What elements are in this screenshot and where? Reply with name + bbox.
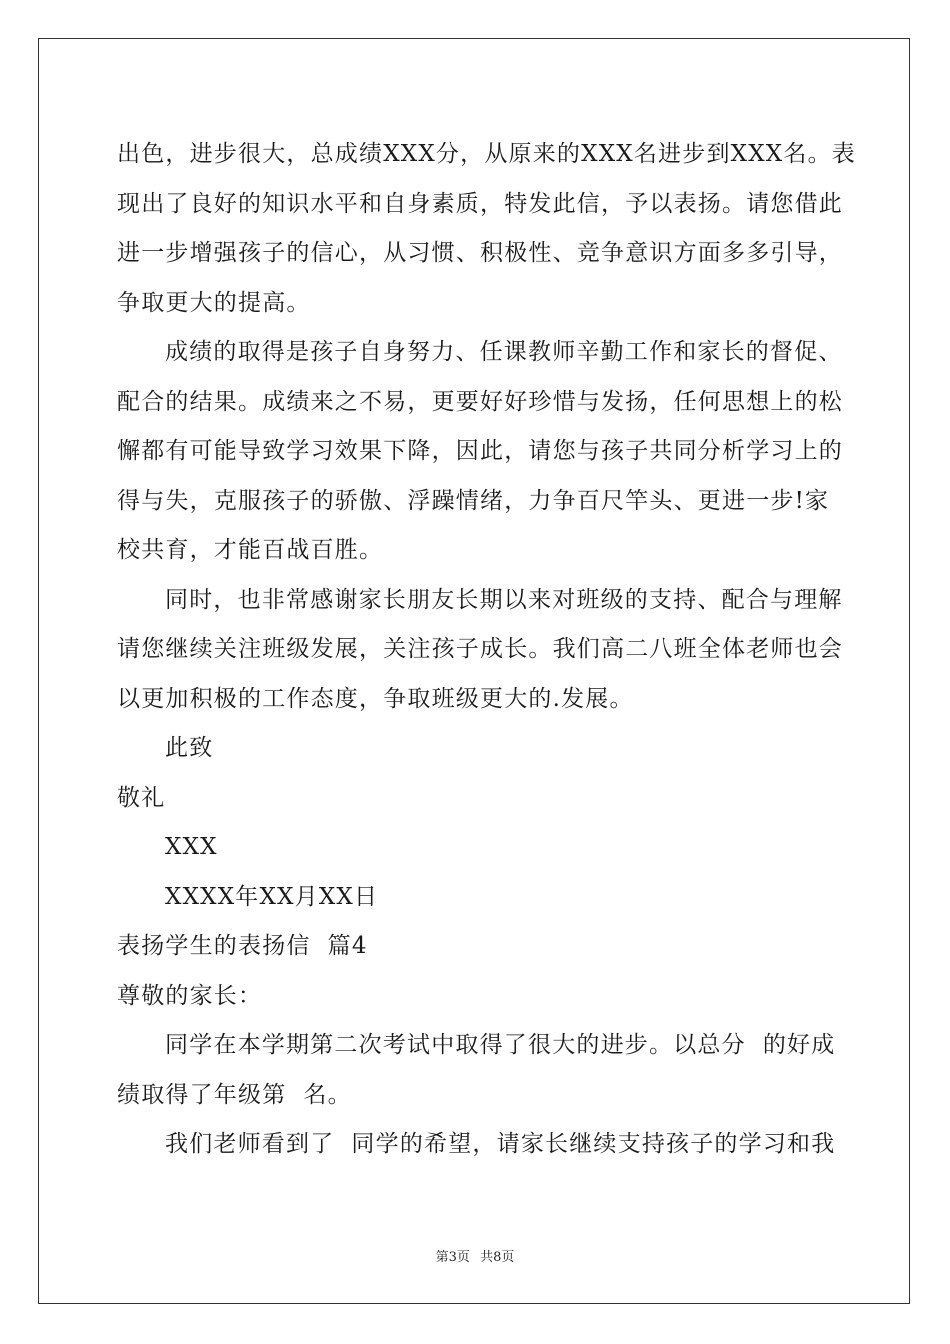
page-footer (0, 1246, 950, 1265)
text-line: 现出了良好的知识水平和自身素质，特发此信，予以表扬。请您借此 (117, 190, 843, 217)
text-line: 绩取得了年级第 名。 (117, 1081, 352, 1108)
text-line: 表扬学生的表扬信 篇4 (117, 933, 368, 959)
text-line: 成绩的取得是孩子自身努力、任课教师辛勤工作和家长的督促、 (165, 339, 843, 365)
total-pages: 共8页 (480, 1250, 515, 1265)
text-line: 校共育，才能百战百胜。 (117, 537, 384, 563)
text-line: 敬礼 (117, 784, 166, 811)
text-line: XXX (165, 834, 218, 860)
text-line: 尊敬的家长： (117, 982, 263, 1009)
text-line: XXXX年XX月XX日 (165, 883, 379, 910)
text-line: 配合的结果。成绩来之不易，更要好好珍惜与发扬，任何思想上的松 (117, 388, 843, 415)
text-line: 同学在本学期第二次考试中取得了很大的进步。以总分 的好成 (165, 1032, 836, 1058)
text-line: 我们老师看到了 同学的希望，请家长继续支持孩子的学习和我 (165, 1131, 836, 1157)
text-line: 进一步增强孩子的信心，从习惯、积极性、竞争意识方面多多引导， (117, 240, 843, 266)
text-line: 懈都有可能导致学习效果下降，因此，请您与孩子共同分析学习上的 (117, 438, 843, 464)
text-line: 以更加积极的工作态度，争取班级更大的.发展。 (117, 685, 634, 712)
document-body (117, 130, 856, 1170)
text-line: 请您继续关注班级发展，关注孩子成长。我们高二八班全体老师也会 (117, 636, 843, 662)
text-line: 争取更大的提高。 (117, 289, 311, 316)
text-line: 同时，也非常感谢家长朋友长期以来对班级的支持、配合与理解 (165, 586, 843, 613)
text-line: 出色，进步很大，总成绩XXX分，从原来的XXX名进步到XXX名。表 (117, 141, 856, 167)
page-number: 第3页 (435, 1250, 470, 1265)
text-line: 得与失，克服孩子的骄傲、浮躁情绪，力争百尺竿头、更进一步!家 (117, 487, 830, 514)
text-line: 此致 (165, 735, 214, 761)
